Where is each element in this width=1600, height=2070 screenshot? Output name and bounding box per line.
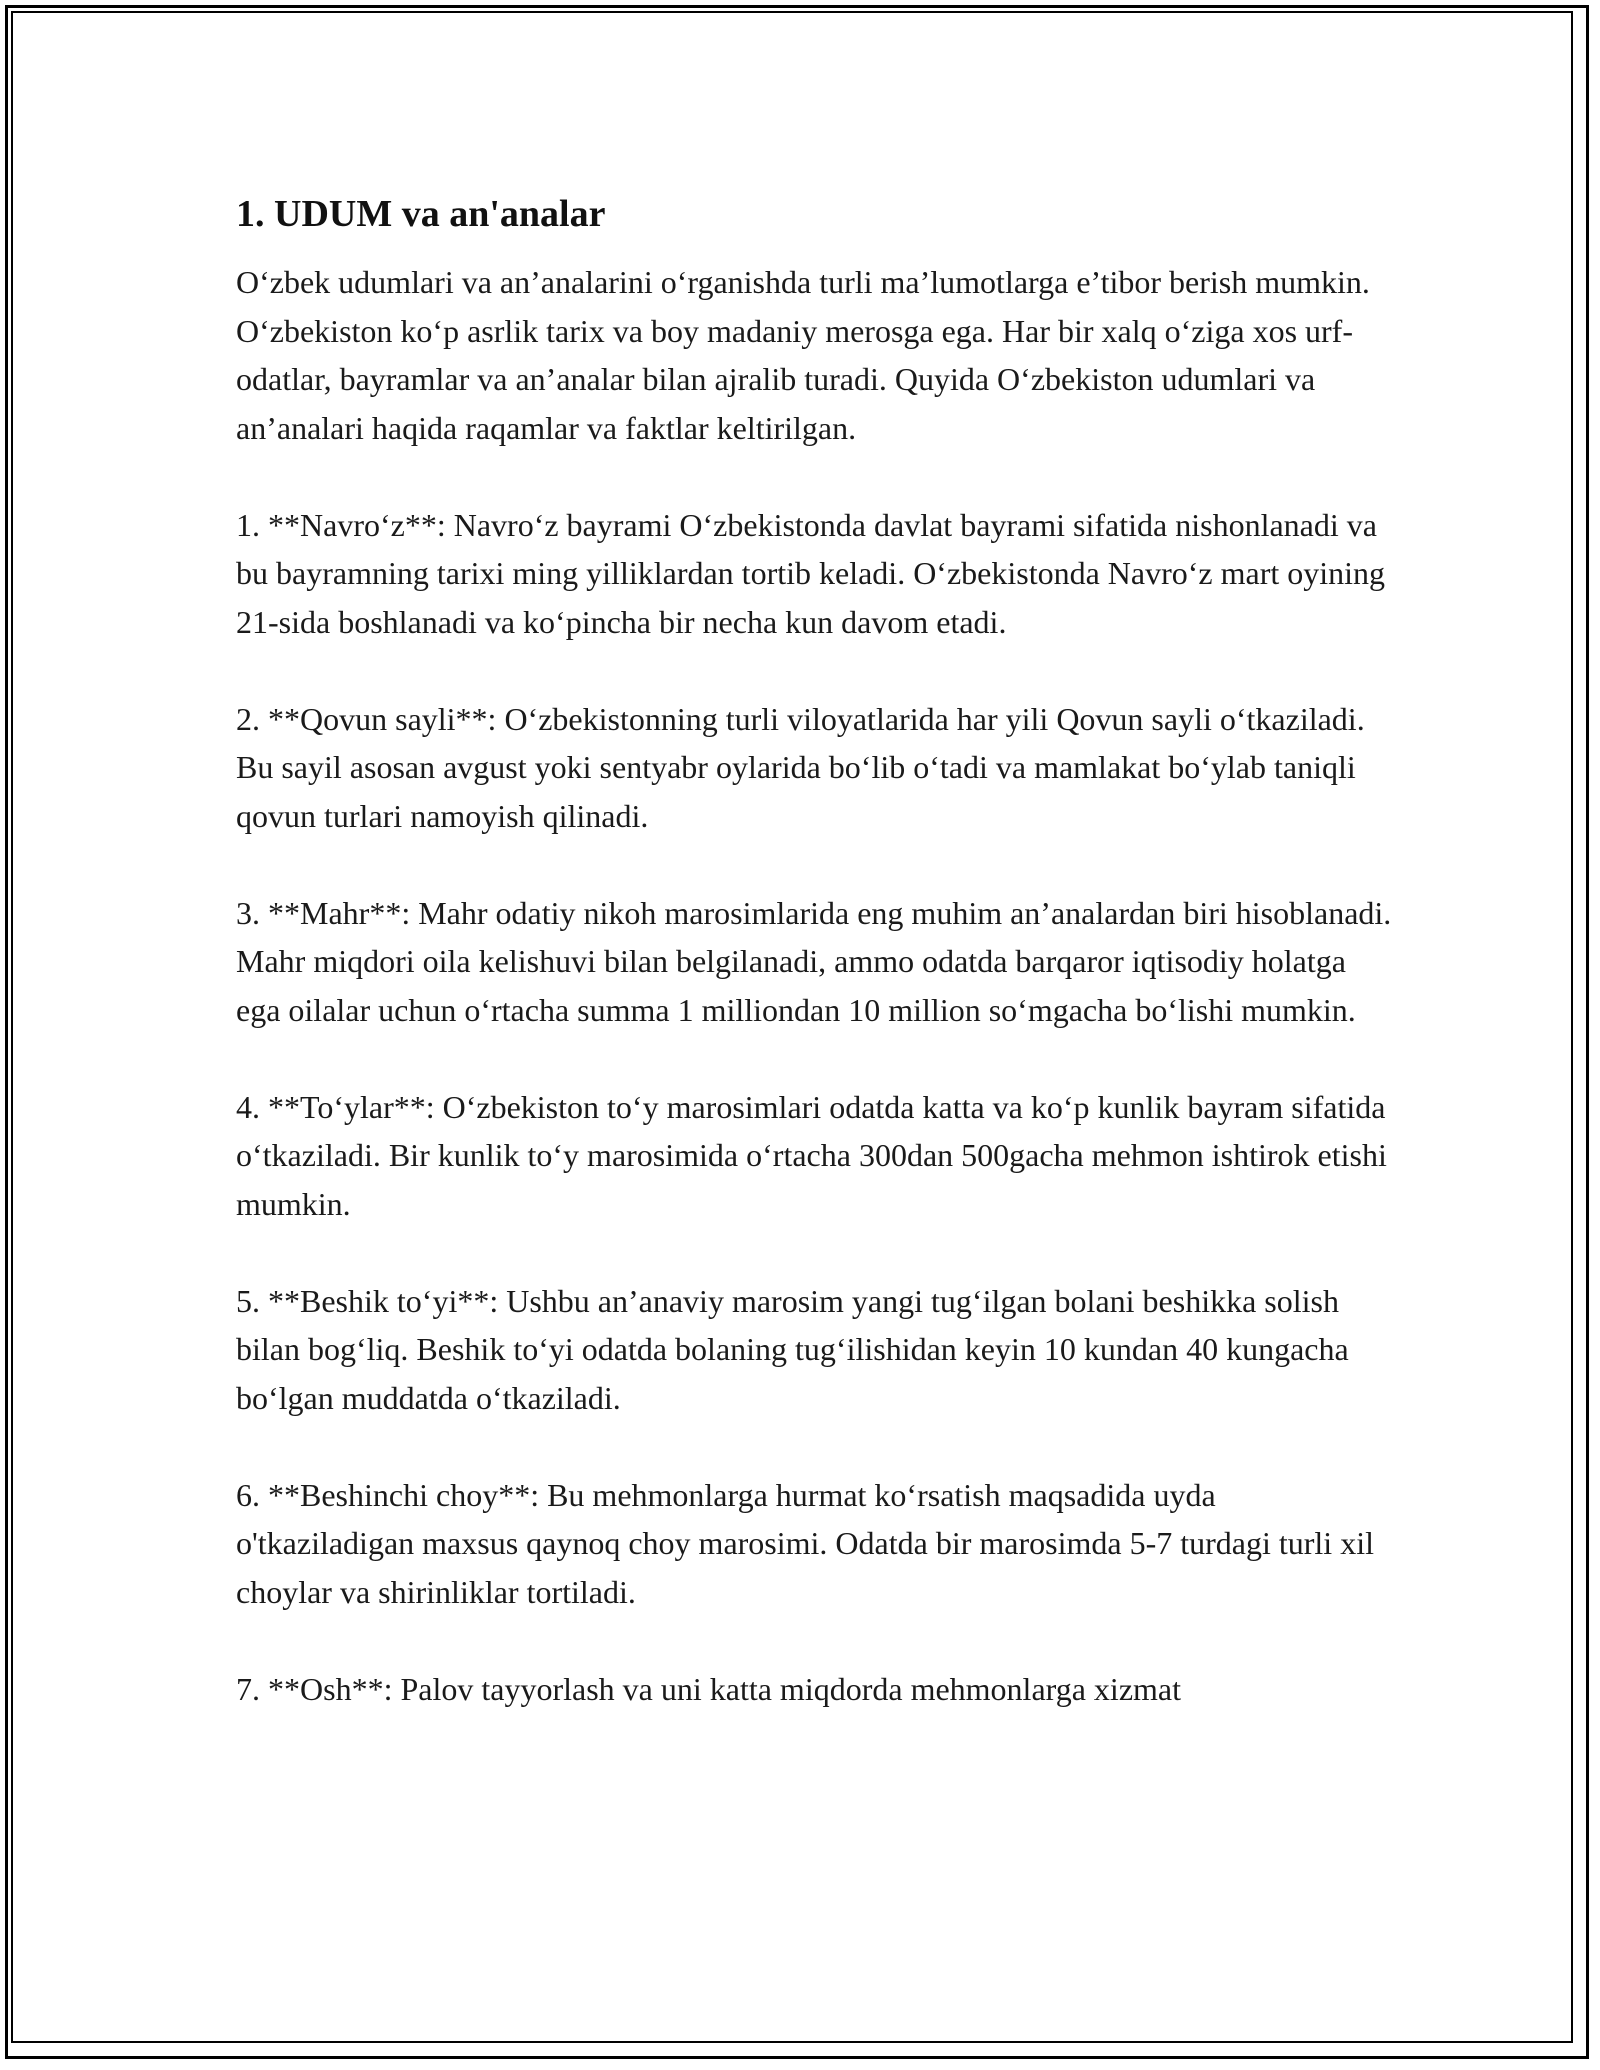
item-beshinchi-choy: 6. **Beshinchi choy**: Bu mehmonlarga hurmat ko‘rsatish maqsadida uyda o'tkaziladigan maxsus qaynoq choy marosimi. Odatda bir marosimda 5-7 turdagi turli xil choylar va shirinliklar tortiladi. <box>236 1476 1374 1610</box>
item-osh: 7. **Osh**: Palov tayyorlash va uni katta miqdorda mehmonlarga xizmat <box>236 1670 1181 1707</box>
item-mahr: 3. **Mahr**: Mahr odatiy nikoh marosimlarida eng muhim an’analardan biri hisoblanadi. Mahr miqdori oila kelishuvi bilan belgilanadi, ammo odatda barqaror iqtisodiy holatga ega oilalar uchun o‘rtacha summa 1 milliondan 10 million so‘mgacha bo‘lishi mumkin. <box>236 894 1392 1028</box>
document-heading: 1. UDUM va an'analar <box>236 193 606 235</box>
item-navroz: 1. **Navro‘z**: Navro‘z bayrami O‘zbekistonda davlat bayrami sifatida nishonlanadi va bu bayramning tarixi ming yilliklardan tortib keladi. O‘zbekistonda Navro‘z mart oyining 21-sida boshlanadi va ko‘pincha bir necha kun davom etadi. <box>236 506 1386 640</box>
item-qovun-sayli: 2. **Qovun sayli**: O‘zbekistonning turli viloyatlarida har yili Qovun sayli o‘tkaziladi. Bu sayil asosan avgust yoki sentyabr oylarida bo‘lib o‘tadi va mamlakat bo‘ylab taniqli qovun turlari namoyish qilinadi. <box>236 700 1365 834</box>
intro-paragraph: O‘zbek udumlari va an’analarini o‘rganishda turli ma’lumotlarga e’tibor berish mumkin. O‘zbekiston ko‘p asrlik tarix va boy madaniy merosga ega. Har bir xalq o‘ziga xos urf-odatlar, bayramlar va an’analar bilan ajralib turadi. Quyida O‘zbekiston udumlari va an’analari haqida raqamlar va faktlar keltirilgan. <box>236 264 1370 446</box>
item-beshik-toyi: 5. **Beshik to‘yi**: Ushbu an’anaviy marosim yangi tug‘ilgan bolani beshikka solish bilan bog‘liq. Beshik to‘yi odatda bolaning tug‘ilishidan keyin 10 kundan 40 kungacha bo‘lgan muddatda o‘tkaziladi. <box>236 1282 1349 1416</box>
document-body <box>236 184 1396 1762</box>
item-toylar: 4. **To‘ylar**: O‘zbekiston to‘y marosimlari odatda katta va ko‘p kunlik bayram sifatida o‘tkaziladi. Bir kunlik to‘y marosimida o‘rtacha 300dan 500gacha mehmon ishtirok etishi mumkin. <box>236 1088 1387 1222</box>
